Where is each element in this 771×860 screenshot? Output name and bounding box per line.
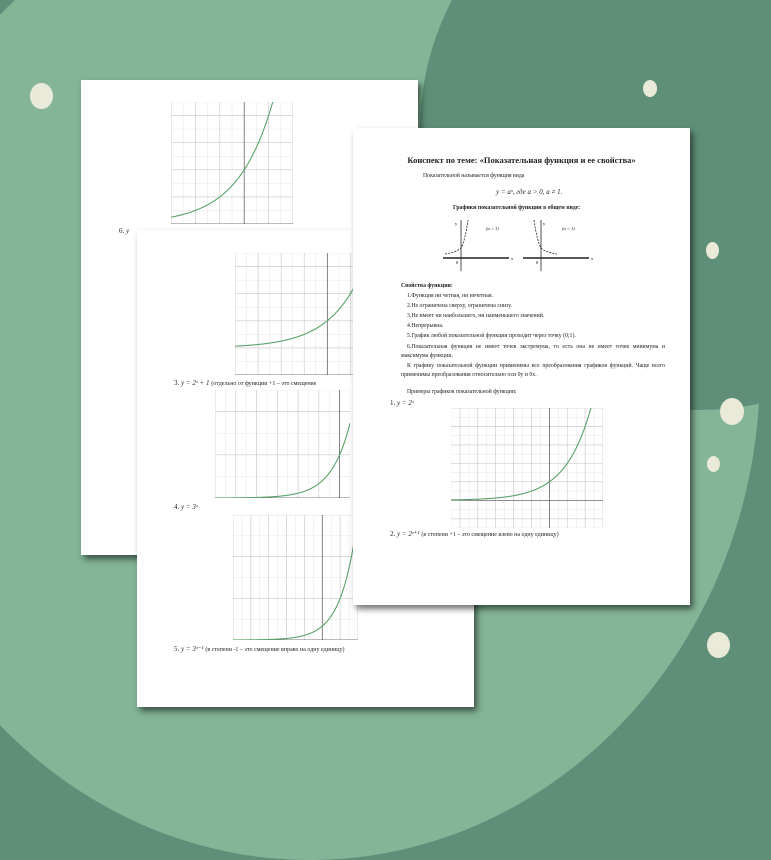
property-1: 1.Функция ни четная, ни нечетная. (407, 293, 493, 299)
graphs-heading: Графики показательной функции в общем виде: (453, 205, 581, 211)
properties-heading: Свойства функции: (401, 283, 453, 289)
caption-4: 4. y = 3ˣ (174, 503, 198, 511)
axis-label-y: y (455, 221, 458, 226)
property-transformations: К графику показательной функции применимы все преобразования графиков функций. Чаще всего применимы преобразования относительно оси 0y и 0x. (401, 363, 665, 378)
property-4: 4.Непрерывна. (407, 323, 444, 329)
document-page-front (353, 128, 690, 605)
axis-label-x: x (591, 256, 594, 261)
property-2: 2.Не ограничена сверху, ограничена снизу. (407, 303, 513, 309)
graph-3-pow-x-minus-1 (233, 515, 358, 640)
graph-3-pow-x (215, 390, 350, 498)
graph-2-pow-x (451, 408, 603, 528)
decor-dot (706, 242, 719, 259)
document-title: Конспект по теме: «Показательная функция и ее свойства» (407, 155, 636, 165)
decor-dot (643, 80, 657, 97)
origin-label: 0 (456, 260, 459, 265)
origin-label: 0 (536, 260, 539, 265)
axis-label-x: x (511, 256, 514, 261)
examples-heading: Примеры графиков показательной функции: (407, 389, 517, 395)
decor-dot (707, 456, 720, 472)
graph-condition-label: (a < 1) (562, 226, 575, 231)
main-formula: y = aˣ, где a > 0, a ≠ 1. (496, 188, 563, 196)
example-1-caption: 1. y = 2ˣ (390, 399, 414, 407)
definition-text: Показательной называется функция вида (423, 173, 525, 179)
function-curve (235, 286, 355, 347)
caption-3: 3. y = 2ˣ + 1 (отдельно от функции +1 – это смещение (174, 379, 317, 387)
axis-label-y: y (543, 221, 546, 226)
property-6: 6.Показательная функция не имеет точек экстремума, то есть она не имеет точек минимума и максимума функции. (401, 344, 665, 359)
property-5: 5.График любой показательной функции проходит через точку (0;1). (407, 333, 576, 339)
decor-dot (720, 398, 744, 425)
graph-2-pow-x-plus-1 (171, 102, 293, 224)
graph-2-pow-x-plus-one (235, 253, 355, 375)
graph-condition-label: (a > 1) (486, 226, 499, 231)
example-2-caption: 2. y = 2ˣ⁺¹ (в степени +1 – это смещение влево на одну единицу) (390, 530, 559, 538)
caption-5: 5. y = 3ˣ⁻¹ (в степени -1 – это смещение вправо на одну единицу) (174, 645, 345, 653)
general-graph-a-less-1 (521, 216, 596, 276)
property-3: 3.Не имеет ни наибольшего, ни наименьшего значений. (407, 313, 545, 319)
general-graph-a-greater-1 (441, 216, 516, 276)
function-curve (171, 102, 275, 217)
caption-6: 6. y (119, 227, 130, 235)
function-curve (215, 423, 350, 498)
decor-dot (30, 83, 53, 109)
decor-dot (707, 632, 730, 658)
